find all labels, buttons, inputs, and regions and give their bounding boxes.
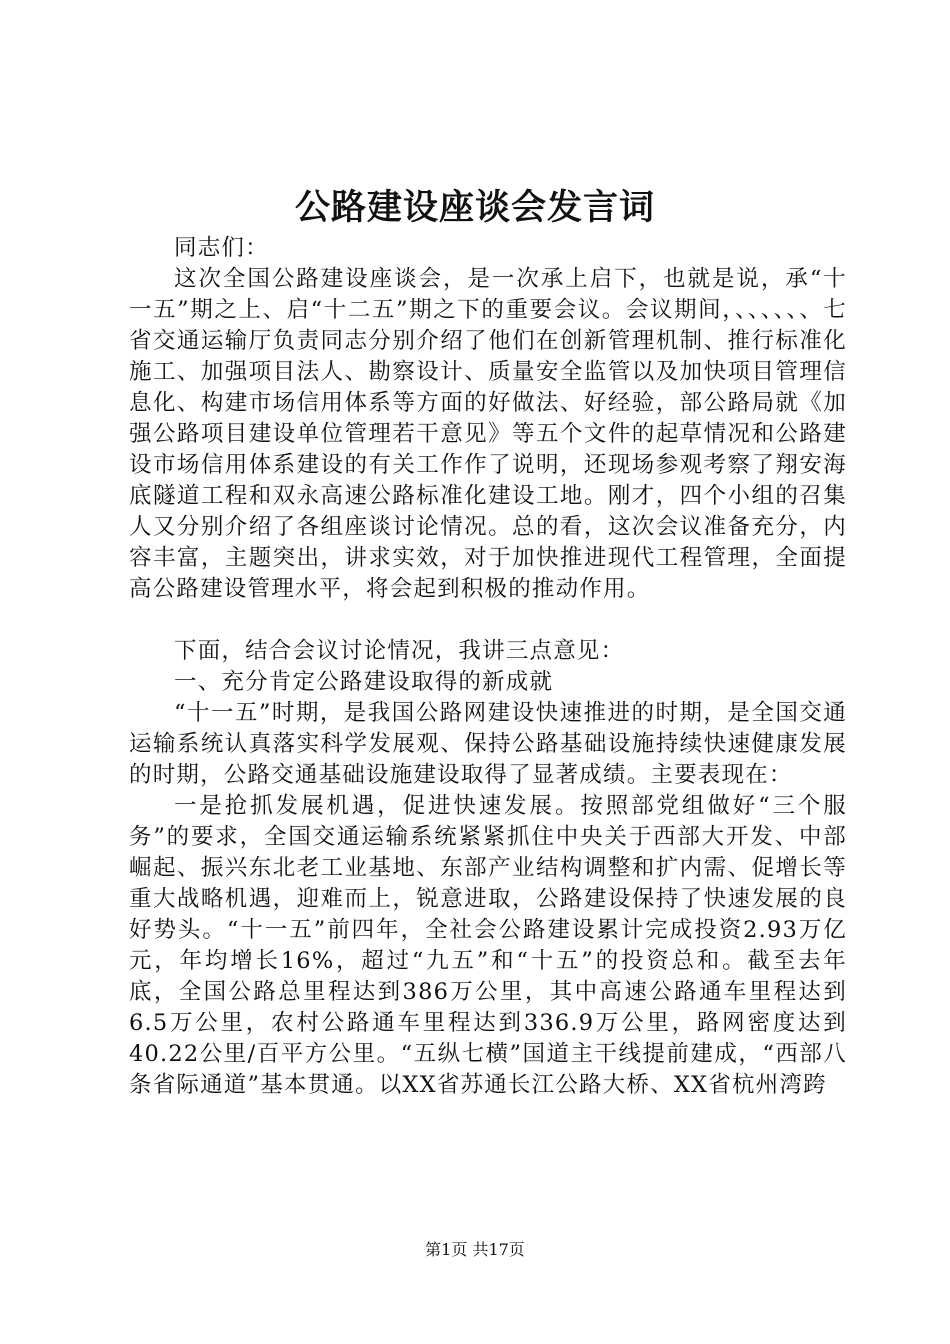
document-body: [129, 233, 847, 1101]
salutation-paragraph: 同志们：: [174, 235, 269, 261]
section-heading: 一、充分肯定公路建设取得的新成就: [174, 669, 554, 695]
body-paragraph: 这次全国公路建设座谈会，是一次承上启下，也就是说，承“十一五”期之上、启“十二五”期之下的重要会议。会议期间，、、、、、、七省交通运输厅负责同志分别介绍了他们在创新管理机制、推行标准化施工、加强项目法人、勘察设计、质量安全监管以及加快项目管理信息化、构建市场信用体系等方面的好做法、好经验，部公路局就《加强公路项目建设单位管理若干意见》等五个文件的起草情况和公路建设市场信用体系建设的有关工作作了说明，还现场参观考察了翔安海底隧道工程和双永高速公路标准化建设工地。刚才，四个小组的召集人又分别介绍了各组座谈讨论情况。总的看，这次会议准备充分，内容丰富，主题突出，讲求实效，对于加快推进现代工程管理，全面提高公路建设管理水平，将会起到积极的推动作用。: [129, 266, 847, 602]
body-paragraph: 一是抢抓发展机遇，促进快速发展。按照部党组做好“三个服务”的要求，全国交通运输系统紧紧抓住中央关于西部大开发、中部崛起、振兴东北老工业基地、东部产业结构调整和扩内需、促增长等重大战略机遇，迎难而上，锐意进取，公路建设保持了快速发展的良好势头。“十一五”前四年，全社会公路建设累计完成投资2.93万亿元，年均增长16%，超过“九五”和“十五”的投资总和。截至去年底，全国公路总里程达到386万公里，其中高速公路通车里程达到6.5万公里，农村公路通车里程达到336.9万公里，路网密度达到40.22公里/百平方公里。“五纵七横”国道主干线提前建成，“西部八条省际通道”基本贯通。以XX省苏通长江公路大桥、XX省杭州湾跨: [129, 793, 847, 1098]
body-paragraph: 下面，结合会议讨论情况，我讲三点意见：: [174, 638, 625, 664]
page-footer: 第1页 共17页: [425, 1240, 525, 1259]
document-title: 公路建设座谈会发言词: [294, 187, 655, 228]
body-paragraph: “十一五”时期，是我国公路网建设快速推进的时期，是全国交通运输系统认真落实科学发展观、保持公路基础设施持续快速健康发展的时期，公路交通基础设施建设取得了显著成绩。主要表现在：: [129, 700, 847, 788]
